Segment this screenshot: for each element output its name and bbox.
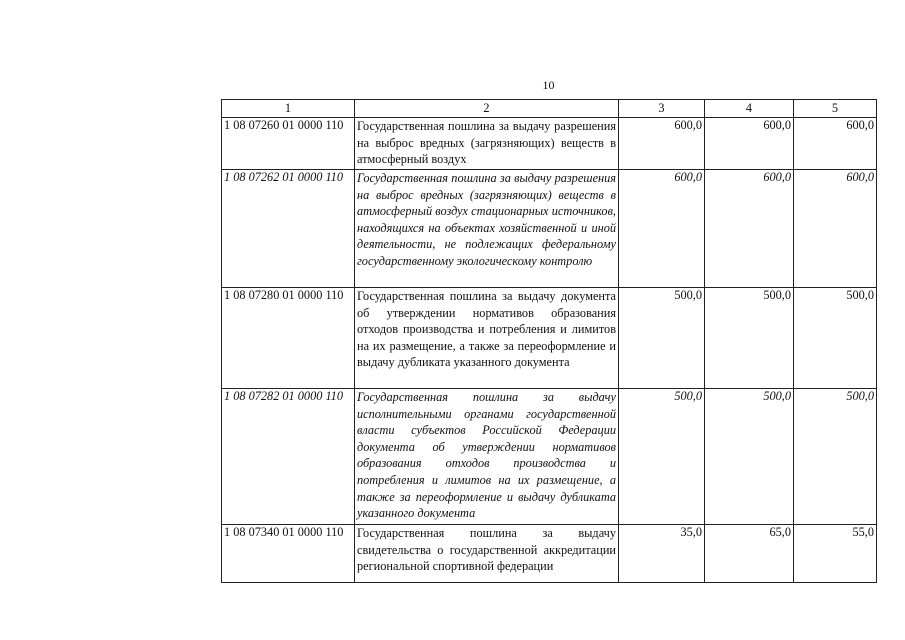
row-name: Государственная пошлина за выдачу разрешения на выброс вредных (загрязняющих) веществ в атмосферный воздух стационарных источников, находящихся на объектах хозяйственной и иной деятельности, не подлежащих федеральному государственному экологическому контролю [355, 170, 619, 288]
row-value-col-4: 600,0 [705, 118, 794, 170]
table-row [222, 170, 877, 288]
row-value-col-4: 500,0 [705, 288, 794, 389]
row-value-col-3: 500,0 [619, 288, 705, 389]
page-number: 10 [542, 78, 555, 92]
row-code: 1 08 07282 01 0000 110 [222, 389, 355, 525]
table-row [222, 288, 877, 389]
row-value-col-4: 500,0 [705, 389, 794, 525]
table-row [222, 118, 877, 170]
row-value-col-4: 65,0 [705, 525, 794, 583]
header-col-2: 2 [355, 100, 619, 118]
row-name: Государственная пошлина за выдачу свидетельства о государственной аккредитации региональной спортивной федерации [355, 525, 619, 583]
row-code: 1 08 07340 01 0000 110 [222, 525, 355, 583]
row-value-col-5: 55,0 [794, 525, 877, 583]
row-code: 1 08 07280 01 0000 110 [222, 288, 355, 389]
row-code: 1 08 07260 01 0000 110 [222, 118, 355, 170]
header-col-3: 3 [619, 100, 705, 118]
row-value-col-5: 600,0 [794, 118, 877, 170]
row-value-col-3: 500,0 [619, 389, 705, 525]
row-value-col-3: 600,0 [619, 118, 705, 170]
row-value-col-3: 35,0 [619, 525, 705, 583]
row-code: 1 08 07262 01 0000 110 [222, 170, 355, 288]
row-name: Государственная пошлина за выдачу исполнительными органами государственной власти субъектов Российской Федерации документа об утверждении нормативов образования отходов производства и потребления и лимитов на их размещение, а также за переоформление и выдачу дубликата указанного документа [355, 389, 619, 525]
header-col-1: 1 [222, 100, 355, 118]
budget-table [221, 99, 877, 583]
table-header-row [222, 100, 877, 118]
row-value-col-5: 600,0 [794, 170, 877, 288]
row-value-col-5: 500,0 [794, 288, 877, 389]
table-row [222, 525, 877, 583]
row-value-col-4: 600,0 [705, 170, 794, 288]
row-value-col-3: 600,0 [619, 170, 705, 288]
row-value-col-5: 500,0 [794, 389, 877, 525]
table-row [222, 389, 877, 525]
header-col-5: 5 [794, 100, 877, 118]
header-col-4: 4 [705, 100, 794, 118]
row-name: Государственная пошлина за выдачу разрешения на выброс вредных (загрязняющих) веществ в атмосферный воздух [355, 118, 619, 170]
row-name: Государственная пошлина за выдачу документа об утверждении нормативов образования отходов производства и потребления и лимитов на их размещение, а также за переоформление и выдачу дубликата указанного документа [355, 288, 619, 389]
